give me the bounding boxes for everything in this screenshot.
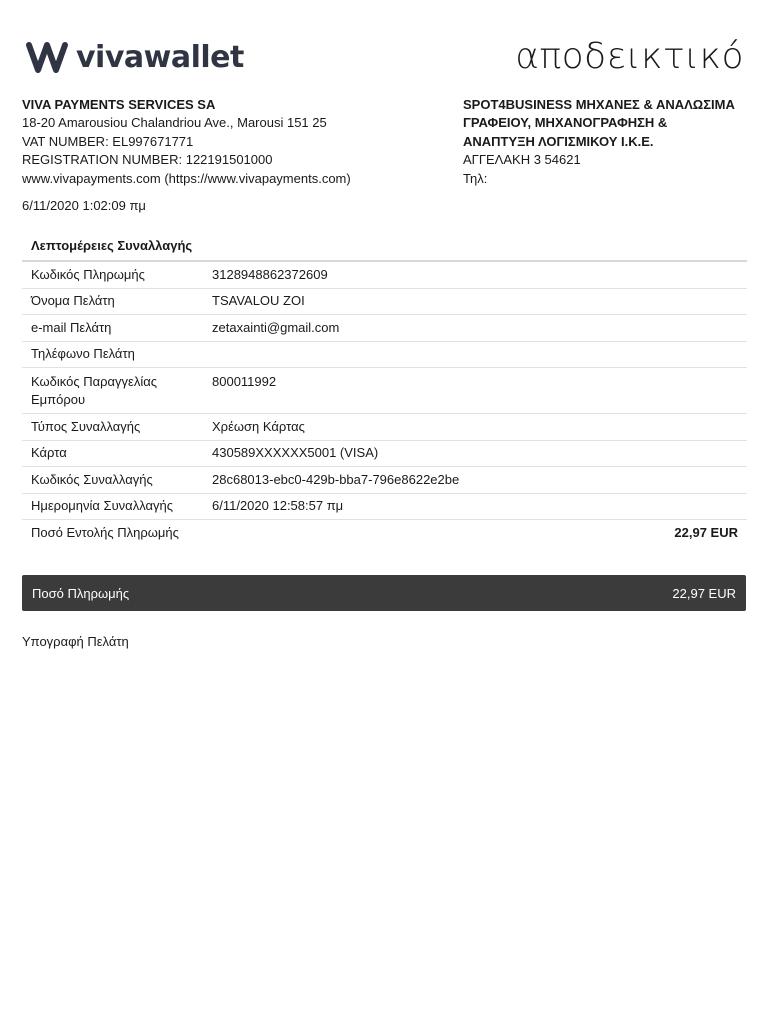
row-label: Ποσό Εντολής Πληρωμής bbox=[31, 525, 179, 541]
merchant-block bbox=[463, 96, 753, 188]
merchant-name-line3: ΑΝΑΠΤΥΞΗ ΛΟΓΙΣΜΙΚΟΥ Ι.Κ.Ε. bbox=[463, 133, 654, 149]
payment-amount-bar bbox=[22, 575, 746, 611]
row-label: Όνομα Πελάτη bbox=[31, 293, 115, 309]
payment-amount-label: Ποσό Πληρωμής bbox=[32, 585, 130, 601]
merchant-phone: Τηλ: bbox=[463, 170, 488, 186]
table-row bbox=[22, 342, 747, 369]
table-row bbox=[22, 368, 747, 414]
receipt-timestamp: 6/11/2020 1:02:09 πμ bbox=[22, 198, 146, 213]
row-value: TSAVALOU ZOI bbox=[212, 293, 305, 309]
row-label: Τηλέφωνο Πελάτη bbox=[31, 346, 135, 362]
transaction-details-table bbox=[22, 237, 747, 547]
table-row bbox=[22, 414, 747, 441]
row-label: Κωδικός Συναλλαγής bbox=[31, 471, 153, 487]
payment-amount-value: 22,97 EUR bbox=[672, 585, 736, 601]
issuer-name: VIVA PAYMENTS SERVICES SA bbox=[22, 97, 216, 112]
vivawallet-logo bbox=[26, 40, 244, 76]
row-value: 22,97 EUR bbox=[674, 525, 738, 541]
row-value: 28c68013-ebc0-429b-bba7-796e8622e2be bbox=[212, 471, 460, 487]
table-row bbox=[22, 262, 747, 289]
row-value: 6/11/2020 12:58:57 πμ bbox=[212, 498, 344, 514]
table-row bbox=[22, 441, 747, 468]
row-value: Χρέωση Κάρτας bbox=[212, 418, 305, 434]
details-heading: Λεπτομέρειες Συναλλαγής bbox=[22, 237, 747, 262]
row-value: 800011992 bbox=[212, 374, 277, 389]
vivawallet-logo-icon bbox=[26, 41, 70, 75]
logo-text: vivawallet bbox=[76, 40, 244, 75]
issuer-website[interactable]: www.vivapayments.com (https://www.vivapayments.com) bbox=[22, 170, 351, 186]
merchant-address: ΑΓΓΕΛΑΚΗ 3 54621 bbox=[463, 152, 581, 168]
row-label: Ημερομηνία Συναλλαγής bbox=[31, 498, 174, 514]
merchant-name-line2: ΓΡΑΦΕΙΟΥ, ΜΗΧΑΝΟΓΡΑΦΗΣΗ & bbox=[463, 115, 668, 131]
table-row bbox=[22, 315, 747, 342]
table-row-total bbox=[22, 520, 747, 547]
table-row bbox=[22, 494, 747, 521]
row-label: Κάρτα bbox=[31, 445, 67, 461]
merchant-name-line1: SPOT4BUSINESS ΜΗΧΑΝΕΣ & ΑΝΑΛΩΣΙΜΑ bbox=[463, 97, 735, 112]
issuer-registration: REGISTRATION NUMBER: 122191501000 bbox=[22, 152, 273, 168]
row-value: 430589XXXXXX5001 (VISA) bbox=[212, 445, 379, 461]
issuer-block bbox=[22, 96, 442, 188]
document-title: αποδεικτικό bbox=[515, 36, 744, 77]
issuer-vat: VAT NUMBER: EL997671771 bbox=[22, 133, 194, 149]
table-row bbox=[22, 467, 747, 494]
row-label: Τύπος Συναλλαγής bbox=[31, 418, 141, 434]
customer-signature-label: Υπογραφή Πελάτη bbox=[22, 634, 129, 649]
row-label: Κωδικός Πληρωμής bbox=[31, 266, 145, 282]
row-label: Κωδικός Παραγγελίας Εμπόρου bbox=[31, 373, 158, 407]
row-value: 3128948862372609 bbox=[212, 266, 328, 282]
row-value: zetaxainti@gmail.com bbox=[212, 319, 340, 335]
table-row bbox=[22, 289, 747, 316]
row-label: e-mail Πελάτη bbox=[31, 319, 112, 335]
issuer-address: 18-20 Amarousiou Chalandriou Ave., Marousi 151 25 bbox=[22, 115, 327, 131]
